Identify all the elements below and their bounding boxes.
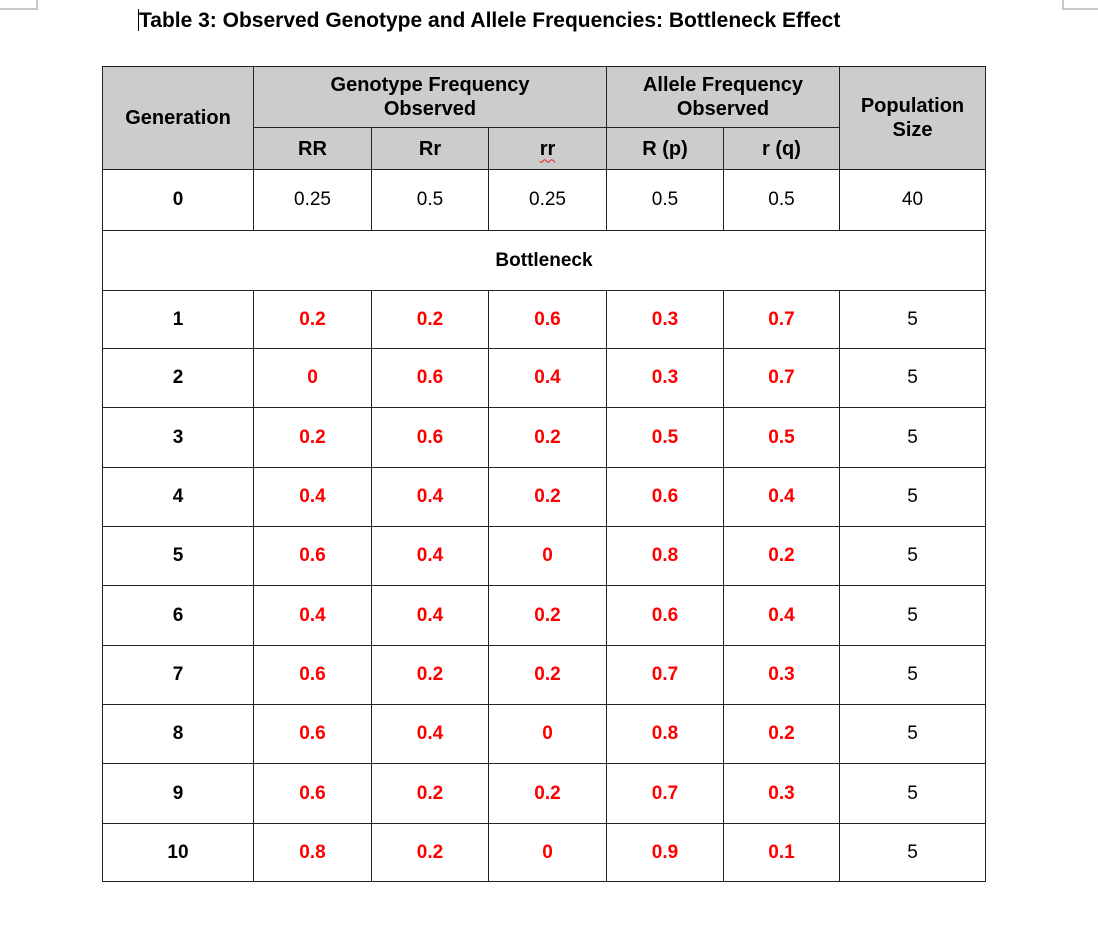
generation-cell: 5 xyxy=(103,527,254,586)
header-col-RR: RR xyxy=(254,128,372,170)
population-cell: 5 xyxy=(840,824,986,882)
value-Rr: 0.4 xyxy=(372,705,489,764)
value-Rr: 0.4 xyxy=(372,468,489,527)
generation-0: 0 xyxy=(103,170,254,231)
population-cell: 5 xyxy=(840,349,986,408)
value-q: 0.5 xyxy=(724,408,840,468)
value-p: 0.6 xyxy=(607,468,724,527)
value-rr: 0.2 xyxy=(489,764,607,824)
value-p: 0.8 xyxy=(607,705,724,764)
generation-cell: 10 xyxy=(103,824,254,882)
value-RR: 0.6 xyxy=(254,527,372,586)
value-rr: 0 xyxy=(489,705,607,764)
value-Rr: 0.2 xyxy=(372,824,489,882)
value-q: 0.4 xyxy=(724,468,840,527)
value-p: 0.6 xyxy=(607,586,724,646)
generation-cell: 3 xyxy=(103,408,254,468)
table-title xyxy=(138,9,840,33)
value-q: 0.1 xyxy=(724,824,840,882)
population-cell: 5 xyxy=(840,586,986,646)
value-Rr: 0.6 xyxy=(372,408,489,468)
gen0-Rr: 0.5 xyxy=(372,170,489,231)
gen0-rr: 0.25 xyxy=(489,170,607,231)
value-rr: 0.6 xyxy=(489,291,607,349)
value-p: 0.3 xyxy=(607,349,724,408)
generation-cell: 6 xyxy=(103,586,254,646)
value-rr: 0.4 xyxy=(489,349,607,408)
generation-cell: 2 xyxy=(103,349,254,408)
value-RR: 0 xyxy=(254,349,372,408)
header-col-p: R (p) xyxy=(607,128,724,170)
table-title-text: Table 3: Observed Genotype and Allele Frequencies: Bottleneck Effect xyxy=(139,9,841,32)
header-allele-frequency: Allele Frequency Observed xyxy=(607,67,840,128)
value-p: 0.9 xyxy=(607,824,724,882)
value-rr: 0 xyxy=(489,527,607,586)
value-p: 0.5 xyxy=(607,408,724,468)
gen0-RR: 0.25 xyxy=(254,170,372,231)
value-q: 0.2 xyxy=(724,705,840,764)
value-p: 0.3 xyxy=(607,291,724,349)
value-Rr: 0.4 xyxy=(372,527,489,586)
value-q: 0.3 xyxy=(724,646,840,705)
value-Rr: 0.2 xyxy=(372,646,489,705)
gen0-population: 40 xyxy=(840,170,986,231)
value-Rr: 0.6 xyxy=(372,349,489,408)
generation-cell: 7 xyxy=(103,646,254,705)
population-cell: 5 xyxy=(840,408,986,468)
header-genotype-frequency: Genotype Frequency Observed xyxy=(254,67,607,128)
spellcheck-rr: rr xyxy=(539,137,556,160)
header-col-q: r (q) xyxy=(724,128,840,170)
value-RR: 0.2 xyxy=(254,408,372,468)
generation-cell: 1 xyxy=(103,291,254,349)
frequency-table xyxy=(102,66,986,882)
population-cell: 5 xyxy=(840,764,986,824)
value-Rr: 0.2 xyxy=(372,764,489,824)
value-RR: 0.6 xyxy=(254,705,372,764)
value-RR: 0.6 xyxy=(254,646,372,705)
page-corner-right xyxy=(1062,0,1098,10)
header-col-rr xyxy=(489,128,607,170)
value-RR: 0.6 xyxy=(254,764,372,824)
generation-cell: 9 xyxy=(103,764,254,824)
value-rr: 0.2 xyxy=(489,586,607,646)
value-q: 0.4 xyxy=(724,586,840,646)
header-generation: Generation xyxy=(103,67,254,170)
header-population-size: Population Size xyxy=(840,67,986,170)
population-cell: 5 xyxy=(840,291,986,349)
value-RR: 0.4 xyxy=(254,468,372,527)
value-rr: 0 xyxy=(489,824,607,882)
value-RR: 0.8 xyxy=(254,824,372,882)
bottleneck-row: Bottleneck xyxy=(103,231,986,291)
value-q: 0.3 xyxy=(724,764,840,824)
population-cell: 5 xyxy=(840,468,986,527)
value-Rr: 0.2 xyxy=(372,291,489,349)
value-p: 0.8 xyxy=(607,527,724,586)
value-Rr: 0.4 xyxy=(372,586,489,646)
value-RR: 0.2 xyxy=(254,291,372,349)
population-cell: 5 xyxy=(840,527,986,586)
population-cell: 5 xyxy=(840,646,986,705)
value-q: 0.7 xyxy=(724,349,840,408)
value-p: 0.7 xyxy=(607,646,724,705)
header-col-Rr: Rr xyxy=(372,128,489,170)
value-rr: 0.2 xyxy=(489,408,607,468)
population-cell: 5 xyxy=(840,705,986,764)
value-q: 0.7 xyxy=(724,291,840,349)
value-p: 0.7 xyxy=(607,764,724,824)
gen0-p: 0.5 xyxy=(607,170,724,231)
value-rr: 0.2 xyxy=(489,468,607,527)
value-q: 0.2 xyxy=(724,527,840,586)
value-RR: 0.4 xyxy=(254,586,372,646)
page-corner-left xyxy=(0,0,38,10)
generation-cell: 8 xyxy=(103,705,254,764)
generation-cell: 4 xyxy=(103,468,254,527)
gen0-q: 0.5 xyxy=(724,170,840,231)
value-rr: 0.2 xyxy=(489,646,607,705)
